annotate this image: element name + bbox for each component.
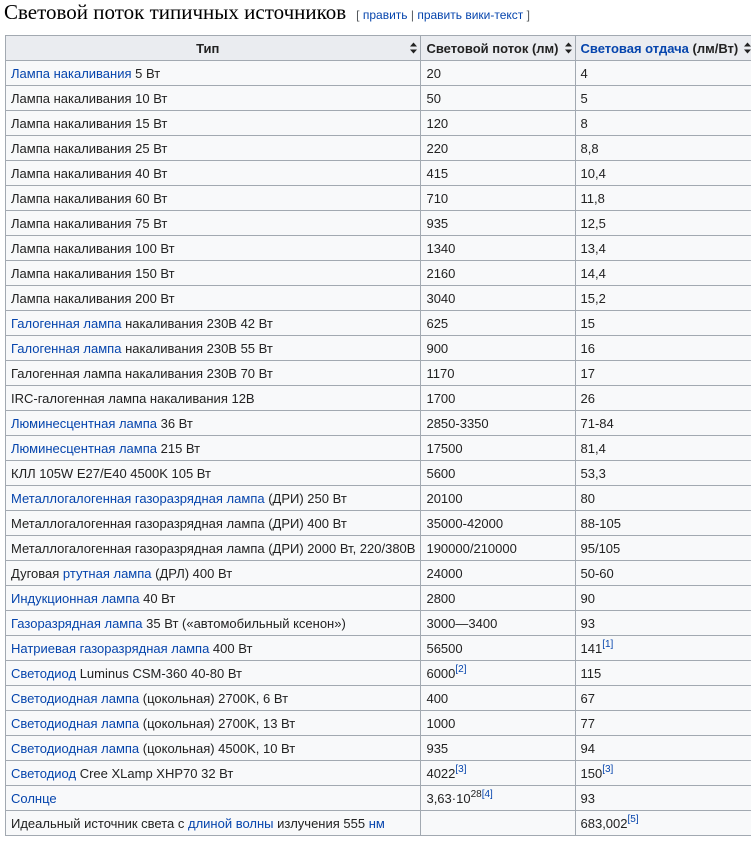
cell-type [6,561,421,586]
cell-flux [421,86,575,111]
article-link[interactable]: ртутная лампа [62,565,152,581]
reference-sup [602,639,613,650]
flux-value: 1340 [426,240,456,256]
table-row [6,811,751,836]
reference-sup [628,814,639,825]
edit-link[interactable]: править [362,8,408,22]
flux-value: 20 [426,65,441,81]
efficacy-value: 77 [580,715,595,731]
article-link[interactable]: Люминесцентная лампа [11,415,157,431]
efficacy-value: 71-84 [580,415,614,431]
cell-type [6,86,421,111]
cell-flux [421,136,575,161]
cell-flux [421,461,575,486]
flux-value: 2800 [426,590,456,606]
article-link[interactable]: Люминесцентная лампа [11,440,157,456]
cell-text: 40 Вт [139,590,176,606]
cell-type [6,411,421,436]
table-row [6,261,751,286]
flux-value: 20100 [426,490,463,506]
efficacy-value: 12,5 [580,215,606,231]
flux-value: 56500 [426,640,463,656]
sort-icon[interactable] [410,43,417,54]
column-header-flux-label: Световой поток (лм) [426,40,559,56]
table-row [6,186,751,211]
cell-flux [421,261,575,286]
flux-value: 2160 [426,265,456,281]
table-row [6,161,751,186]
table-row [6,361,751,386]
flux-value: 17500 [426,440,463,456]
table-row [6,561,751,586]
cell-text: излучения 555 [273,815,369,831]
cell-flux [421,286,575,311]
exponent: 28 [470,788,482,800]
article-link[interactable]: Светодиодная лампа [11,690,140,706]
cell-type [6,661,421,686]
cell-type [6,286,421,311]
table-row [6,736,751,761]
column-header-type-label: Тип [196,40,220,56]
cell-flux [421,636,575,661]
cell-efficacy [575,311,751,336]
cell-efficacy [575,186,751,211]
efficacy-value: 683,002 [580,815,628,831]
cell-text: Лампа накаливания 25 Вт [11,140,168,156]
table-row [6,411,751,436]
edit-separator: | [410,8,414,22]
efficacy-value: 5 [580,90,588,106]
cell-text: Luminus CSM-360 40-80 Вт [76,665,243,681]
article-link[interactable]: длиной волны [188,815,274,831]
flux-value: 35000-42000 [426,515,504,531]
article-link[interactable]: Металлогалогенная газоразрядная лампа [11,490,265,506]
efficacy-value: 93 [580,790,595,806]
article-link[interactable]: Светодиодная лампа [11,715,140,731]
cell-text: IRC-галогенная лампа накаливания 12В [11,390,255,406]
cell-efficacy [575,236,751,261]
cell-efficacy [575,736,751,761]
cell-type [6,211,421,236]
cell-type [6,386,421,411]
efficacy-link[interactable]: Световая отдача [580,40,689,56]
cell-efficacy [575,661,751,686]
flux-value: 1700 [426,390,456,406]
cell-flux [421,111,575,136]
flux-value: 120 [426,115,449,131]
flux-value: 415 [426,165,449,181]
table-row [6,536,751,561]
cell-efficacy [575,336,751,361]
article-link[interactable]: Индукционная лампа [11,590,140,606]
cell-efficacy [575,286,751,311]
efficacy-value: 150 [580,765,603,781]
table-body [6,61,751,836]
table-row [6,511,751,536]
cell-text: накаливания 230В 55 Вт [121,340,273,356]
reference-sup [482,789,493,800]
flux-value: 190000/210000 [426,540,517,556]
cell-text: (цокольная) 4500K, 10 Вт [139,740,296,756]
flux-value: 6000 [426,665,456,681]
cell-text: 35 Вт («автомобильный ксенон») [142,615,346,631]
efficacy-value: 13,4 [580,240,606,256]
flux-value: 3,63·10 [426,790,471,806]
cell-text: (цокольная) 2700K, 6 Вт [139,690,289,706]
table-row [6,211,751,236]
cell-type [6,711,421,736]
cell-flux [421,611,575,636]
cell-efficacy [575,261,751,286]
cell-flux [421,386,575,411]
table-row [6,86,751,111]
cell-text: Металлогалогенная газоразрядная лампа (ДРИ) 2000 Вт, 220/380В [11,540,416,556]
efficacy-value: 26 [580,390,595,406]
cell-type [6,586,421,611]
column-header-flux[interactable] [421,36,575,61]
efficacy-value: 67 [580,690,595,706]
cell-text: Лампа накаливания 75 Вт [11,215,168,231]
cell-text: Дуговая [11,565,63,581]
table-row [6,111,751,136]
cell-flux [421,761,575,786]
cell-efficacy [575,486,751,511]
flux-value: 400 [426,690,449,706]
efficacy-value: 53,3 [580,465,606,481]
flux-value: 1000 [426,715,456,731]
edit-bracket-close: ] [526,8,530,22]
edit-wikitext-link[interactable]: править вики-текст [417,8,524,22]
cell-flux [421,661,575,686]
cell-type [6,336,421,361]
cell-flux [421,536,575,561]
cell-type [6,761,421,786]
cell-type [6,786,421,811]
cell-type [6,461,421,486]
reference-link[interactable]: [2] [455,663,467,675]
table-row [6,236,751,261]
article-link[interactable]: Газоразрядная лампа [11,615,143,631]
cell-type [6,61,421,86]
cell-efficacy [575,811,751,836]
efficacy-value: 88-105 [580,515,621,531]
flux-value: 5600 [426,465,456,481]
efficacy-value: 8,8 [580,140,599,156]
cell-efficacy [575,436,751,461]
cell-text: Cree XLamp XHP70 32 Вт [76,765,234,781]
cell-efficacy [575,611,751,636]
table-row [6,136,751,161]
flux-value: 4022 [426,765,456,781]
efficacy-value: 15 [580,315,595,331]
cell-type [6,686,421,711]
cell-text: Лампа накаливания 10 Вт [11,90,168,106]
efficacy-value: 94 [580,740,595,756]
efficacy-value: 15,2 [580,290,606,306]
cell-text: Лампа накаливания 60 Вт [11,190,168,206]
cell-efficacy [575,536,751,561]
cell-flux [421,736,575,761]
cell-type [6,486,421,511]
cell-text: 36 Вт [157,415,193,431]
flux-value: 3000—3400 [426,615,498,631]
article-link[interactable]: Солнце [11,790,57,806]
cell-flux [421,311,575,336]
article-link[interactable]: Светодиодная лампа [11,740,140,756]
cell-efficacy [575,61,751,86]
article-link[interactable]: Лампа накаливания [11,65,132,81]
cell-efficacy [575,111,751,136]
flux-value: 935 [426,215,449,231]
cell-type [6,536,421,561]
edit-section-links [356,8,530,22]
flux-value: 24000 [426,565,463,581]
sort-icon[interactable] [744,43,751,54]
table-row [6,461,751,486]
cell-text: Лампа накаливания 200 Вт [11,290,175,306]
cell-efficacy [575,511,751,536]
column-header-efficacy[interactable] [575,36,751,61]
cell-flux [421,161,575,186]
cell-efficacy [575,136,751,161]
cell-efficacy [575,586,751,611]
efficacy-value: 95/105 [580,540,621,556]
reference-sup [455,764,466,775]
cell-text: (ДРЛ) 400 Вт [151,565,233,581]
efficacy-value: 8 [580,115,588,131]
cell-text: 400 Вт [209,640,253,656]
table-row [6,311,751,336]
cell-flux [421,786,575,811]
cell-text: Идеальный источник света с [11,815,188,831]
cell-type [6,511,421,536]
flux-value: 900 [426,340,449,356]
reference-link[interactable]: [3] [455,763,467,775]
cell-flux [421,186,575,211]
cell-type [6,361,421,386]
efficacy-value: 90 [580,590,595,606]
article-link[interactable]: Светодиод [11,665,77,681]
cell-type [6,111,421,136]
cell-text: Лампа накаливания 100 Вт [11,240,175,256]
efficacy-value: 11,8 [580,190,605,206]
cell-efficacy [575,786,751,811]
flux-value: 625 [426,315,449,331]
cell-type [6,736,421,761]
cell-efficacy [575,686,751,711]
cell-flux [421,411,575,436]
flux-value: 3040 [426,290,456,306]
cell-text: Галогенная лампа накаливания 230В 70 Вт [11,365,273,381]
efficacy-value: 16 [580,340,595,356]
cell-efficacy [575,461,751,486]
cell-type [6,311,421,336]
table-row [6,286,751,311]
reference-link[interactable]: [5] [627,813,639,825]
section-title: Световой поток типичных источников [4,0,347,24]
table-row [6,486,751,511]
cell-type [6,436,421,461]
table-row [6,336,751,361]
cell-efficacy [575,411,751,436]
cell-text: Лампа накаливания 150 Вт [11,265,175,281]
cell-text: Лампа накаливания 40 Вт [11,165,168,181]
article-link[interactable]: Светодиод [11,765,77,781]
cell-flux [421,711,575,736]
efficacy-value: 50-60 [580,565,614,581]
table-row [6,661,751,686]
column-header-type[interactable] [6,36,421,61]
table-row [6,386,751,411]
cell-efficacy [575,636,751,661]
efficacy-value: 93 [580,615,595,631]
table-row [6,61,751,86]
cell-efficacy [575,361,751,386]
cell-flux [421,561,575,586]
cell-type [6,611,421,636]
table-row [6,711,751,736]
table-row [6,636,751,661]
cell-type [6,161,421,186]
flux-value: 220 [426,140,449,156]
cell-flux [421,361,575,386]
reference-link[interactable]: [3] [602,763,614,775]
cell-flux [421,436,575,461]
cell-efficacy [575,86,751,111]
cell-type [6,236,421,261]
efficacy-value: 17 [580,365,595,381]
efficacy-value: 4 [580,65,588,81]
cell-flux [421,486,575,511]
efficacy-unit: (лм/Вт) [688,40,739,56]
table-row [6,586,751,611]
flux-value: 935 [426,740,449,756]
table-row [6,611,751,636]
cell-flux [421,511,575,536]
cell-flux [421,211,575,236]
efficacy-value: 10,4 [580,165,606,181]
cell-flux [421,236,575,261]
cell-flux [421,336,575,361]
flux-value: 1170 [426,365,455,381]
edit-bracket-open: [ [356,8,360,22]
reference-sup [455,664,466,675]
cell-text: (цокольная) 2700K, 13 Вт [139,715,296,731]
cell-efficacy [575,561,751,586]
cell-type [6,261,421,286]
cell-efficacy [575,161,751,186]
table-row [6,686,751,711]
cell-type [6,136,421,161]
article-link[interactable]: нм [368,815,385,831]
reference-link[interactable]: [4] [481,788,493,800]
section-heading [4,0,530,26]
flux-value: 50 [426,90,441,106]
cell-flux [421,586,575,611]
efficacy-value: 14,4 [580,265,606,281]
cell-efficacy [575,211,751,236]
table-header-row [6,36,751,61]
table-row [6,436,751,461]
flux-value: 2850-3350 [426,415,489,431]
reference-sup [602,764,613,775]
cell-flux [421,811,575,836]
table-row [6,786,751,811]
article-link[interactable]: Натриевая газоразрядная лампа [11,640,210,656]
cell-text: (ДРИ) 250 Вт [264,490,347,506]
table-row [6,761,751,786]
cell-type [6,636,421,661]
cell-type [6,186,421,211]
cell-flux [421,686,575,711]
cell-text: Лампа накаливания 15 Вт [11,115,168,131]
cell-text: накаливания 230В 42 Вт [121,315,273,331]
efficacy-value: 81,4 [580,440,606,456]
efficacy-value: 141 [580,640,603,656]
cell-type [6,811,421,836]
cell-text: Металлогалогенная газоразрядная лампа (ДРИ) 400 Вт [11,515,347,531]
cell-efficacy [575,386,751,411]
cell-text: 215 Вт [157,440,201,456]
luminous-flux-table [5,35,751,836]
cell-efficacy [575,711,751,736]
cell-efficacy [575,761,751,786]
cell-text: 5 Вт [131,65,161,81]
cell-text: КЛЛ 105W E27/E40 4500K 105 Вт [11,465,212,481]
efficacy-value: 80 [580,490,595,506]
efficacy-value: 115 [580,665,602,681]
article-link[interactable]: Галогенная лампа [11,315,122,331]
flux-value: 710 [426,190,449,206]
sort-icon[interactable] [565,43,572,54]
article-link[interactable]: Галогенная лампа [11,340,122,356]
reference-link[interactable]: [1] [602,638,614,650]
cell-flux [421,61,575,86]
